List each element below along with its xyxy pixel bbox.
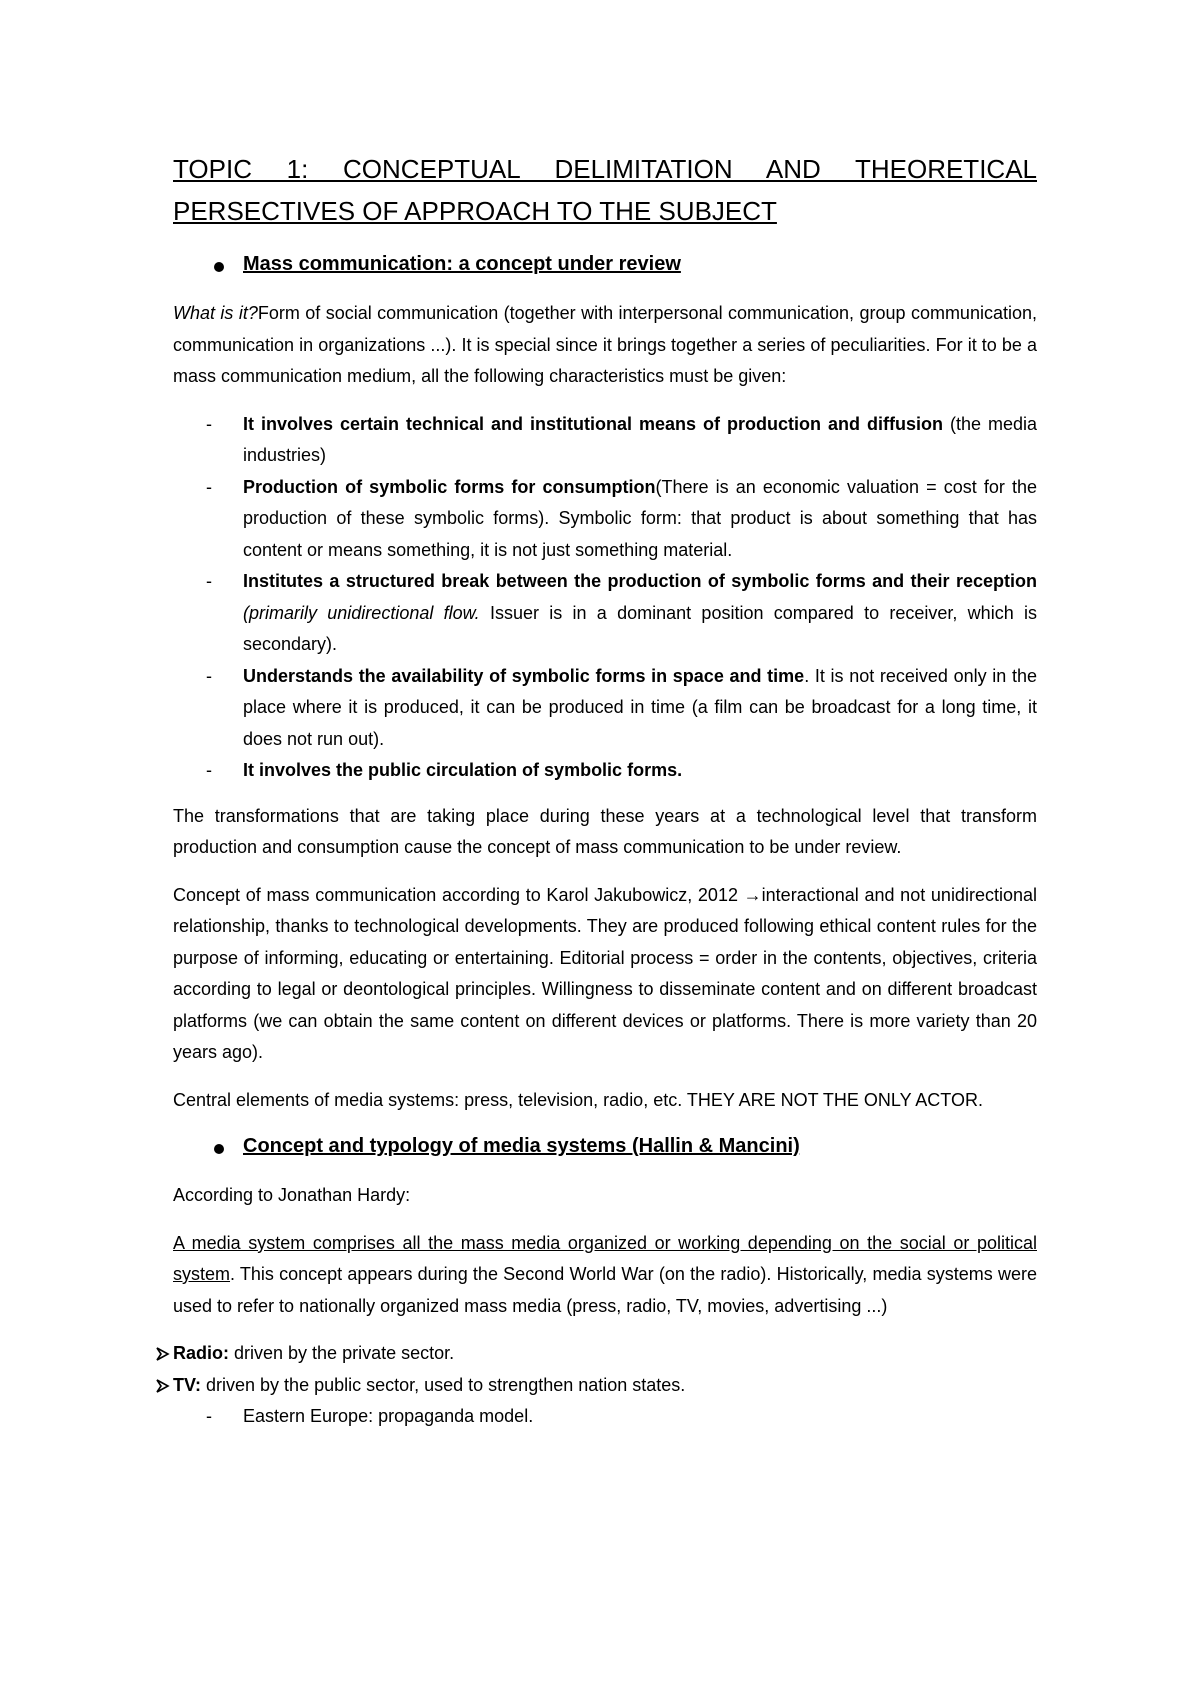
list-item: - It involves certain technical and institutional means of production and diffusion (the media industries) [173, 409, 1037, 472]
paragraph-jakubowicz: Concept of mass communication according to Karol Jakubowicz, 2012 →interactional and not unidirectional relationship, thanks to technological developments. They are produced following ethical content rules for the purpose of informing, educating or entertaining. Editorial process = order in the contents, objectives, criteria according to legal or deontological principles. Willingness to disseminate content and on different broadcast platforms (we can obtain the same content on different devices or platforms. There is more variety than 20 years ago). [173, 884, 1037, 1062]
section-title: Mass communication: a concept under review [243, 253, 681, 275]
list-item: - Institutes a structured break between the production of symbolic forms and their reception (primarily unidirectional flow. Issuer is in a dominant position compared to receiver, which is secondary). [173, 566, 1037, 661]
section-heading-mass-communication [173, 250, 1037, 278]
arrowhead-bullet-icon [155, 1370, 171, 1401]
bullet-icon [173, 250, 243, 278]
list-item: - It involves the public circulation of symbolic forms. [173, 755, 1037, 787]
paragraph-according: According to Jonathan Hardy: [173, 1185, 411, 1205]
bullet-icon [173, 1132, 243, 1160]
intro-paragraph [173, 298, 1037, 393]
list-item: - Eastern Europe: propaganda model. [173, 1401, 1037, 1433]
list-item: Radio: driven by the private sector. [155, 1338, 1037, 1370]
sub-list [173, 1401, 1037, 1433]
media-arrow-list [173, 1338, 1037, 1401]
arrow-right-icon: → [743, 884, 762, 905]
document-page [173, 148, 1037, 1433]
paragraph-transformations: The transformations that are taking place during these years at a technological level that transform production and consumption cause the concept of mass communication to be under review. [173, 805, 1037, 857]
list-item: - Production of symbolic forms for consumption(There is an economic valuation = cost for the production of these symbolic forms). Symbolic form: that product is about something that has content or means something, it is not just something material. [173, 472, 1037, 567]
section-heading-media-systems [173, 1132, 1037, 1160]
intro-label: What is it? [173, 303, 258, 323]
list-item: TV: driven by the public sector, used to strengthen nation states. [155, 1370, 1037, 1402]
paragraph-central-elements: Central elements of media systems: press, television, radio, etc. THEY ARE NOT THE ONLY ACTOR. [173, 1089, 983, 1110]
list-item: - Understands the availability of symbolic forms in space and time. It is not received only in the place where it is produced, it can be produced in time (a film can be broadcast for a long time, it does not run out). [173, 661, 1037, 756]
characteristics-list [173, 409, 1037, 787]
page-title: TOPIC 1: CONCEPTUAL DELIMITATION AND THEORETICAL PERSECTIVES OF APPROACH TO THE SUBJECT [173, 154, 1037, 226]
section-title: Concept and typology of media systems (Hallin & Mancini) [243, 1135, 800, 1157]
arrowhead-bullet-icon [155, 1338, 171, 1369]
intro-text: Form of social communication (together with interpersonal communication, group communication, communication in organizations ...). It is special since it brings together a series of peculiarities. For it to be a mass communication medium, all the following characteristics must be given: [173, 303, 1037, 386]
paragraph-definition: A media system comprises all the mass media organized or working depending on the social or political system. This concept appears during the Second World War (on the radio). Historically, media systems were used to refer to nationally organized mass media (press, radio, TV, movies, advertising ...) [173, 1232, 1037, 1316]
